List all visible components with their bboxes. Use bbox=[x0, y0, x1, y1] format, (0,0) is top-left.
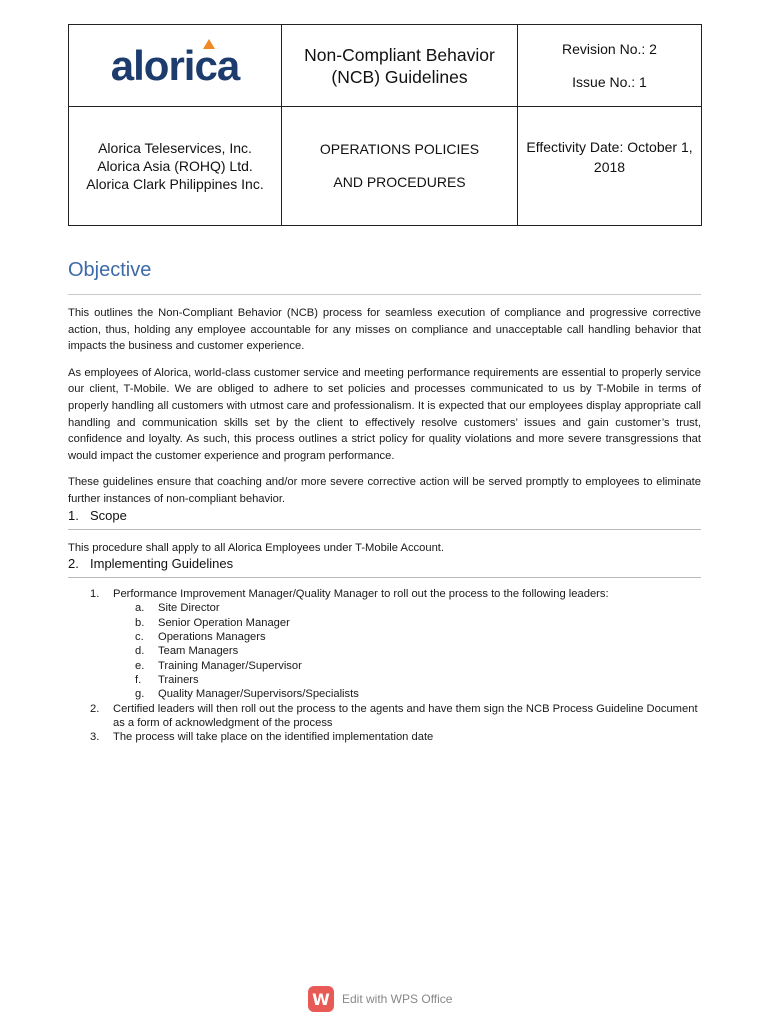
revision-number: Revision No.: 2 bbox=[562, 40, 657, 57]
section-number: 1. bbox=[68, 507, 79, 523]
item-number: 1. bbox=[90, 588, 100, 601]
objective-paragraph: As employees of Alorica, world-class customer service and meeting performance requirements are essential to properly service our client, T-Mobile. We are obliged to adhere to set policies and processes communicated to us by T-Mobile in terms of properly handling all customers with utmost care and professionalism. It is expected that our employees display appropriate call handling and communication skills set by the client to effectively resolve customers’ issues and gain customer’s trust, confidence and loyalty. As such, this process outlines a strict policy for quality violations and more severe transgressions that would impact the customer experience and program performance. bbox=[68, 366, 701, 462]
list-item bbox=[113, 687, 701, 701]
item-letter: f. bbox=[135, 673, 142, 686]
scope-heading bbox=[68, 508, 701, 530]
list-item bbox=[68, 702, 701, 731]
wps-edit-banner[interactable] bbox=[308, 986, 452, 1012]
policy-type-line2: AND PROCEDURES bbox=[333, 174, 466, 190]
company-cell bbox=[69, 107, 282, 226]
list-item bbox=[113, 630, 701, 644]
company-name: Alorica Teleservices, Inc. bbox=[98, 140, 252, 156]
item-text: Operations Managers bbox=[158, 631, 266, 644]
list-item bbox=[113, 644, 701, 658]
document-page bbox=[68, 24, 701, 744]
item-text: Site Director bbox=[158, 602, 220, 615]
objective-paragraph: This outlines the Non-Compliant Behavior (NCB) process for seamless execution of compliance and progressive corrective action, thus, holding any employee accountable for any misses on compliance and unacceptable call handling behavior that impacts the business and customer experience. bbox=[68, 307, 701, 353]
issue-number: Issue No.: 1 bbox=[572, 73, 647, 90]
item-text: Quality Manager/Supervisors/Specialists bbox=[158, 688, 359, 701]
scope-text: This procedure shall apply to all Alorica Employees under T-Mobile Account. bbox=[68, 541, 445, 554]
document-header-table bbox=[68, 24, 702, 226]
objective-paragraph: These guidelines ensure that coaching and/or more severe corrective action will be served promptly to employees to eliminate further instances of non-compliant behavior. bbox=[68, 476, 701, 505]
item-text: Senior Operation Manager bbox=[158, 616, 290, 629]
item-text: Team Managers bbox=[158, 645, 239, 658]
item-letter: e. bbox=[135, 659, 145, 672]
title-cell bbox=[282, 25, 518, 107]
list-item bbox=[68, 587, 701, 701]
item-letter: a. bbox=[135, 602, 145, 615]
list-item bbox=[113, 659, 701, 673]
item-letter: b. bbox=[135, 616, 145, 629]
section-title: Implementing Guidelines bbox=[90, 556, 234, 572]
leaders-list bbox=[113, 601, 701, 701]
item-text: Trainers bbox=[158, 673, 199, 686]
revision-cell bbox=[518, 25, 702, 107]
item-letter: c. bbox=[135, 631, 144, 644]
section-number: 2. bbox=[68, 556, 79, 572]
effectivity-cell bbox=[518, 107, 702, 226]
implementing-guidelines-heading bbox=[68, 556, 701, 578]
section-title: Scope bbox=[90, 507, 127, 523]
list-item bbox=[68, 730, 701, 744]
item-number: 2. bbox=[90, 702, 100, 715]
item-text: Performance Improvement Manager/Quality Manager to roll out the process to the following leaders: bbox=[113, 588, 609, 601]
item-text: The process will take place on the identified implementation date bbox=[113, 731, 434, 744]
guidelines-list bbox=[68, 587, 701, 744]
company-name: Alorica Asia (ROHQ) Ltd. bbox=[97, 158, 253, 174]
document-title-line1: Non-Compliant Behavior bbox=[304, 44, 495, 65]
wps-office-icon: W bbox=[308, 986, 334, 1012]
effectivity-date: Effectivity Date: October 1, 2018 bbox=[526, 139, 693, 175]
logo-accent-mark bbox=[203, 39, 215, 49]
item-text: Training Manager/Supervisor bbox=[158, 659, 302, 672]
logo-cell bbox=[69, 25, 282, 107]
list-item bbox=[113, 673, 701, 687]
item-number: 3. bbox=[90, 731, 100, 744]
company-name: Alorica Clark Philippines Inc. bbox=[86, 176, 264, 192]
list-item bbox=[113, 616, 701, 630]
list-item bbox=[113, 601, 701, 615]
item-text: Certified leaders will then roll out the process to the agents and have them sign the NCB Process Guideline Document as a form of acknowledgment of the process bbox=[113, 702, 698, 729]
objective-heading: Objective bbox=[68, 259, 701, 295]
item-letter: g. bbox=[135, 688, 145, 701]
wps-edit-link[interactable]: Edit with WPS Office bbox=[342, 992, 453, 1006]
document-title-line2: (NCB) Guidelines bbox=[331, 66, 468, 87]
policy-type-cell bbox=[282, 107, 518, 226]
alorica-logo: alorica bbox=[111, 45, 239, 87]
item-letter: d. bbox=[135, 645, 145, 658]
policy-type-line1: OPERATIONS POLICIES bbox=[319, 141, 480, 157]
